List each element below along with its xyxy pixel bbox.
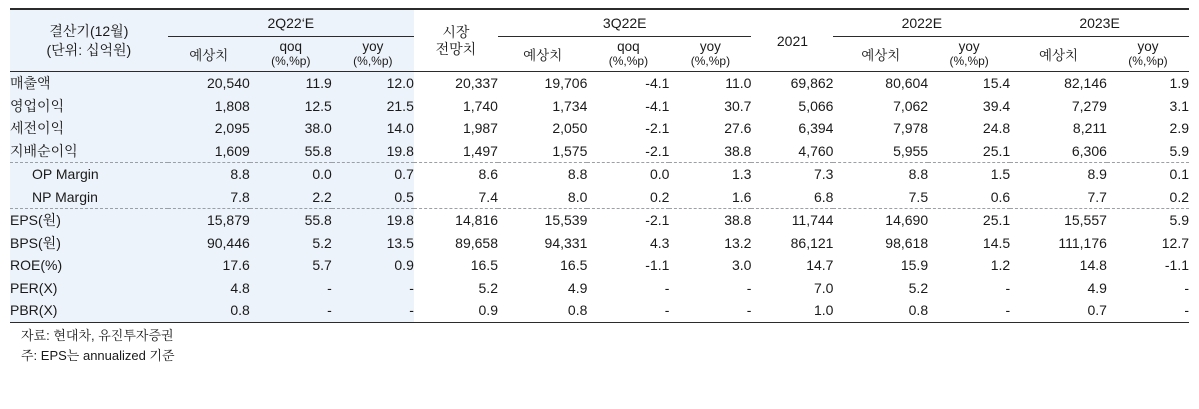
cell-5: -: [664, 302, 670, 319]
cell-7: 4,760: [798, 142, 834, 159]
cell-6: 38.8: [724, 142, 752, 159]
market-line1: 시장: [442, 23, 470, 40]
group-header-2022e: 2022E: [833, 9, 1010, 37]
cell-10: 7,279: [1071, 97, 1107, 114]
cell-4: 1,734: [552, 97, 588, 114]
cell-3: 1,740: [462, 97, 498, 114]
cell-0: 7.8: [168, 186, 250, 209]
table-row: [10, 72, 1189, 95]
cell-11: 12.7: [1161, 234, 1189, 251]
cell-9: 1.5: [990, 166, 1011, 183]
qoq-label: qoq: [279, 39, 303, 54]
group-header-2021: 2021: [776, 32, 809, 49]
cell-3: 1,497: [462, 142, 498, 159]
cell-7: 6,394: [798, 120, 834, 137]
subheader-2023e-estimate: 예상치: [1038, 48, 1079, 63]
subheader-3q22e-qoq: [587, 37, 669, 72]
cell-10: 8.9: [1087, 166, 1107, 183]
subheader-2q22e-yoy: [332, 37, 414, 72]
cell-5: -2.1: [645, 120, 670, 137]
table-row: [10, 140, 1189, 163]
row-label: 세전이익: [10, 117, 168, 140]
cell-4: 94,331: [544, 234, 588, 251]
cell-11: -: [1184, 302, 1189, 319]
cell-11: 2.9: [1169, 120, 1189, 137]
cell-0: 2,095: [168, 117, 250, 140]
row-label: OP Margin: [10, 163, 168, 186]
cell-6: 1.6: [731, 188, 752, 205]
cell-2: 0.7: [332, 163, 414, 186]
cell-7: 86,121: [790, 234, 834, 251]
header-group-row: [10, 9, 1189, 37]
cell-5: 0.0: [649, 166, 670, 183]
yoy-unit-2022: (%,%p): [949, 54, 989, 69]
cell-5: 0.2: [649, 188, 670, 205]
table-corner-label: [10, 9, 168, 72]
cell-0: 4.8: [168, 277, 250, 300]
cell-3: 20,337: [455, 75, 498, 92]
row-label: PBR(X): [10, 299, 168, 322]
cell-2: 0.5: [332, 186, 414, 209]
cell-8: 7.5: [908, 188, 929, 205]
cell-10: 4.9: [1087, 279, 1107, 296]
qoq-label-3q: qoq: [617, 39, 640, 54]
cell-2: 19.8: [332, 140, 414, 163]
table-row: [10, 232, 1189, 255]
cell-4: 8.0: [567, 188, 588, 205]
cell-2: 14.0: [332, 117, 414, 140]
subheader-2022e-yoy: [928, 37, 1010, 72]
subheader-2023e-yoy: [1107, 37, 1189, 72]
yoy-label-3q: yoy: [699, 39, 721, 54]
unit-label: (단위: 십억원): [46, 41, 132, 58]
qoq-unit: (%,%p): [271, 54, 311, 69]
cell-11: 1.9: [1169, 75, 1189, 92]
cell-1: 2.2: [250, 186, 332, 209]
cell-8: 98,618: [885, 234, 929, 251]
cell-5: -2.1: [645, 212, 670, 229]
cell-0: 1,808: [168, 95, 250, 118]
cell-6: -: [746, 279, 752, 296]
qoq-unit-3q: (%,%p): [608, 54, 649, 69]
cell-11: 3.1: [1169, 97, 1189, 114]
cell-1: 38.0: [250, 117, 332, 140]
table-row: [10, 95, 1189, 118]
header-sub-row: [10, 37, 1189, 72]
cell-8: 5.2: [908, 279, 929, 296]
row-label: ROE(%): [10, 254, 168, 277]
row-label: 지배순이익: [10, 140, 168, 163]
cell-7: 1.0: [814, 302, 834, 319]
cell-5: -: [664, 279, 670, 296]
footnotes: [10, 326, 1189, 366]
cell-10: 7.7: [1087, 188, 1107, 205]
row-label: 영업이익: [10, 95, 168, 118]
cell-5: -4.1: [645, 75, 670, 92]
cell-11: 0.2: [1169, 188, 1189, 205]
table-row: [10, 299, 1189, 322]
cell-6: 3.0: [731, 257, 752, 274]
cell-2: 19.8: [332, 209, 414, 232]
cell-3: 5.2: [478, 279, 498, 296]
cell-10: 82,146: [1064, 75, 1107, 92]
cell-5: -2.1: [645, 142, 670, 159]
cell-4: 2,050: [552, 120, 588, 137]
source-note: 자료: 현대차, 유진투자증권: [21, 327, 174, 343]
subheader-2q22e-estimate: 예상치: [168, 37, 250, 72]
cell-7: 5,066: [798, 97, 834, 114]
cell-4: 16.5: [560, 257, 588, 274]
cell-1: 55.8: [250, 209, 332, 232]
cell-1: 5.7: [250, 254, 332, 277]
cell-3: 1,987: [462, 120, 498, 137]
cell-1: 55.8: [250, 140, 332, 163]
yoy-unit-3q: (%,%p): [690, 54, 731, 69]
cell-11: -: [1184, 279, 1189, 296]
group-header-2023e: 2023E: [1010, 9, 1189, 37]
cell-8: 80,604: [885, 75, 929, 92]
table-body: [10, 72, 1189, 323]
cell-7: 7.3: [814, 166, 834, 183]
cell-8: 7,978: [893, 120, 929, 137]
cell-0: 8.8: [168, 163, 250, 186]
cell-2: 12.0: [332, 72, 414, 95]
cell-3: 89,658: [455, 234, 498, 251]
cell-3: 7.4: [478, 188, 498, 205]
cell-6: 1.3: [731, 166, 752, 183]
cell-5: -4.1: [645, 97, 670, 114]
group-header-3q22e: 3Q22E: [498, 9, 751, 37]
financial-summary-table: [10, 8, 1189, 323]
cell-8: 15.9: [900, 257, 929, 274]
cell-5: 4.3: [649, 234, 670, 251]
cell-10: 8,211: [1072, 120, 1107, 137]
cell-9: 0.6: [990, 188, 1011, 205]
row-label: PER(X): [10, 277, 168, 300]
cell-4: 4.9: [567, 279, 588, 296]
cell-2: 13.5: [332, 232, 414, 255]
cell-6: 38.8: [724, 212, 752, 229]
table-row: [10, 117, 1189, 140]
cell-4: 0.8: [567, 302, 588, 319]
cell-1: 0.0: [250, 163, 332, 186]
cell-2: 21.5: [332, 95, 414, 118]
cell-2: -: [332, 299, 414, 322]
cell-8: 0.8: [908, 302, 929, 319]
period-label: 결산기(12월): [49, 22, 129, 39]
cell-1: -: [250, 299, 332, 322]
subheader-2022e-estimate: 예상치: [861, 48, 901, 63]
cell-6: -: [746, 302, 752, 319]
cell-3: 16.5: [470, 257, 498, 274]
yoy-label-2023: yoy: [1137, 39, 1159, 54]
row-label: NP Margin: [10, 186, 168, 209]
row-label: BPS(원): [10, 232, 168, 255]
row-label: EPS(원): [10, 209, 168, 232]
cell-8: 14,690: [885, 212, 929, 229]
cell-4: 8.8: [567, 166, 588, 183]
cell-10: 15,557: [1064, 212, 1107, 229]
cell-0: 20,540: [168, 72, 250, 95]
cell-6: 30.7: [724, 97, 752, 114]
cell-9: -: [1005, 279, 1011, 296]
cell-9: 25.1: [982, 142, 1011, 159]
cell-11: -1.1: [1164, 257, 1189, 274]
yoy-label: yoy: [362, 39, 384, 54]
table-row: [10, 209, 1189, 232]
table-row: [10, 277, 1189, 300]
cell-9: -: [1005, 302, 1011, 319]
cell-0: 90,446: [168, 232, 250, 255]
cell-3: 0.9: [478, 302, 498, 319]
yoy-label-2022: yoy: [958, 39, 980, 54]
cell-0: 15,879: [168, 209, 250, 232]
cell-11: 0.1: [1169, 166, 1189, 183]
row-label: 매출액: [10, 72, 168, 95]
cell-11: 5.9: [1169, 142, 1189, 159]
cell-2: 0.9: [332, 254, 414, 277]
subheader-3q22e-estimate: 예상치: [523, 48, 563, 63]
cell-7: 14.7: [806, 257, 834, 274]
table-row: [10, 186, 1189, 209]
cell-2: -: [332, 277, 414, 300]
group-header-market-consensus: [414, 9, 498, 72]
cell-7: 6.8: [814, 188, 834, 205]
yoy-unit-2023: (%,%p): [1128, 54, 1168, 69]
cell-6: 11.0: [725, 75, 752, 92]
cell-9: 1.2: [990, 257, 1011, 274]
cell-0: 1,609: [168, 140, 250, 163]
cell-7: 69,862: [790, 75, 834, 92]
group-header-2q22e: 2Q22‘E: [168, 9, 414, 37]
cell-4: 15,539: [544, 212, 588, 229]
cell-4: 19,706: [544, 75, 588, 92]
cell-10: 6,306: [1071, 142, 1107, 159]
cell-8: 7,062: [893, 97, 929, 114]
yoy-unit: (%,%p): [353, 54, 393, 69]
cell-5: -1.1: [645, 257, 670, 274]
cell-7: 7.0: [814, 279, 834, 296]
cell-7: 11,744: [791, 212, 834, 229]
cell-10: 111,176: [1058, 234, 1107, 251]
cell-1: 12.5: [250, 95, 332, 118]
cell-0: 0.8: [168, 299, 250, 322]
cell-3: 14,816: [455, 212, 498, 229]
cell-1: 5.2: [250, 232, 332, 255]
cell-9: 39.4: [982, 97, 1011, 114]
cell-8: 5,955: [893, 142, 929, 159]
cell-6: 27.6: [724, 120, 752, 137]
market-line2: 전망치: [435, 40, 477, 57]
cell-9: 14.5: [982, 234, 1011, 251]
cell-1: -: [250, 277, 332, 300]
table-row: [10, 254, 1189, 277]
cell-11: 5.9: [1169, 212, 1189, 229]
subheader-2q22e-qoq: [250, 37, 332, 72]
table-row: [10, 163, 1189, 186]
cell-6: 13.2: [724, 234, 752, 251]
cell-9: 15.4: [982, 75, 1011, 92]
cell-0: 17.6: [168, 254, 250, 277]
cell-10: 0.7: [1087, 302, 1107, 319]
cell-3: 8.6: [478, 166, 498, 183]
cell-1: 11.9: [250, 72, 332, 95]
cell-8: 8.8: [908, 166, 929, 183]
eps-note: 주: EPS는 annualized 기준: [21, 347, 175, 363]
cell-10: 14.8: [1079, 257, 1107, 274]
cell-4: 1,575: [552, 142, 588, 159]
subheader-3q22e-yoy: [669, 37, 751, 72]
cell-9: 25.1: [982, 212, 1011, 229]
cell-9: 24.8: [982, 120, 1011, 137]
